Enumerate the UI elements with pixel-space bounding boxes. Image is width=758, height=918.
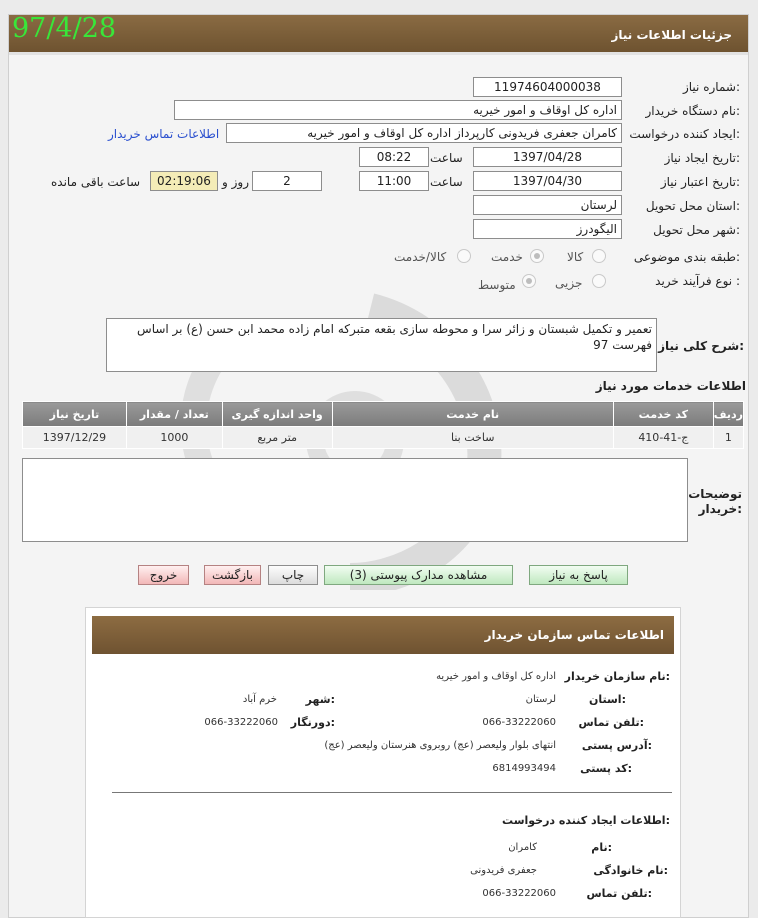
row-unit: متر مربع [222, 427, 332, 449]
col-unit-header: واحد اندازه گیری [222, 402, 332, 427]
process-medium-label: متوسط [478, 278, 516, 292]
contact-province-value: لرستان [525, 694, 556, 705]
city-label: شهر محل تحویل: [653, 223, 740, 237]
reply-button[interactable]: پاسخ به نیاز [529, 565, 628, 585]
validity-date-field: 1397/04/30 [473, 171, 622, 191]
created-time-field: 08:22 [359, 147, 429, 167]
creator-first-name-label: نام: [591, 841, 612, 854]
process-minor-radio[interactable] [592, 274, 606, 288]
page-title: جزئیات اطلاعات نیاز [611, 28, 732, 42]
remaining-time-field: 02:19:06 [150, 171, 218, 191]
services-table [22, 401, 744, 449]
contact-org-value: اداره کل اوقاف و امور خیریه [436, 671, 556, 682]
category-both-radio[interactable] [457, 249, 471, 263]
exit-button[interactable]: خروج [138, 565, 189, 585]
contact-postal-label: کد پستی: [580, 762, 632, 775]
col-row-header: ردیف [713, 402, 743, 427]
print-button[interactable]: چاپ [268, 565, 318, 585]
services-title: اطلاعات خدمات مورد نیاز [595, 379, 746, 393]
days-label: روز و [222, 175, 249, 189]
buyer-notes-label: توضیحات خریدار: [688, 487, 742, 516]
process-label: نوع فرآیند خرید : [655, 274, 740, 288]
row-qty: 1000 [126, 427, 222, 449]
contact-address-value: انتهای بلوار ولیعصر (عج) روبروی هنرستان ولیعصر (عج) [324, 740, 556, 751]
attachments-button[interactable]: مشاهده مدارک پیوستی (3) [324, 565, 513, 585]
description-field: تعمیر و تکمیل شبستان و زائر سرا و محوطه سازی بقعه متبرکه امام زاده محمد ابن حسن (ع) بر اساس فهرست 97 [106, 318, 657, 372]
contact-phone-value: 066-33222060 [482, 717, 556, 728]
province-field: لرستان [473, 195, 622, 215]
buyer-contact-card [85, 607, 681, 918]
contact-postal-value: 6814993494 [492, 763, 556, 774]
contact-card-header [92, 616, 674, 654]
category-service-radio[interactable] [530, 249, 544, 263]
description-label: شرح کلی نیاز: [658, 339, 744, 353]
created-time-label: ساعت [430, 151, 463, 165]
header-bar [9, 15, 748, 55]
table-row [23, 427, 744, 449]
buyer-org-field: اداره کل اوقاف و امور خیریه [174, 100, 622, 120]
validity-date-label: تاریخ اعتبار نیاز: [660, 175, 740, 189]
creator-phone-label: تلفن تماس: [586, 887, 652, 900]
creator-field: کامران جعفری فریدونی کارپرداز اداره کل اوقاف و امور خیریه [226, 123, 622, 143]
contact-card-title: اطلاعات تماس سازمان خریدار [484, 628, 664, 642]
validity-time-field: 11:00 [359, 171, 429, 191]
date-stamp: 97/4/28 [12, 13, 117, 44]
created-date-field: 1397/04/28 [473, 147, 622, 167]
remaining-label: ساعت باقی مانده [51, 175, 141, 189]
creator-phone-value: 066-33222060 [482, 888, 556, 899]
creator-last-name-value: جعفری فریدونی [470, 865, 537, 876]
creator-last-name-label: نام خانوادگی: [593, 864, 668, 877]
col-date-header: تاریخ نیاز [23, 402, 127, 427]
need-number-label: شماره نیاز: [682, 80, 740, 94]
creator-label: ایجاد کننده درخواست: [629, 127, 740, 141]
category-service-label: خدمت [491, 250, 523, 264]
process-medium-radio[interactable] [522, 274, 536, 288]
buyer-notes-field [22, 458, 688, 542]
contact-city-value: خرم آباد [242, 694, 277, 705]
buyer-org-label: نام دستگاه خریدار: [645, 104, 740, 118]
row-date: 1397/12/29 [23, 427, 127, 449]
created-date-label: تاریخ ایجاد نیاز: [664, 151, 740, 165]
contact-divider [112, 792, 672, 793]
category-goods-radio[interactable] [592, 249, 606, 263]
buyer-contact-link[interactable]: اطلاعات تماس خریدار [108, 127, 220, 141]
province-label: استان محل تحویل: [645, 199, 740, 213]
creator-info-title: اطلاعات ایجاد کننده درخواست: [502, 814, 670, 827]
col-qty-header: تعداد / مقدار [126, 402, 222, 427]
contact-province-label: استان: [588, 693, 626, 706]
contact-fax-value: 066-33222060 [204, 717, 278, 728]
col-code-header: کد خدمت [613, 402, 713, 427]
city-field: الیگودرز [473, 219, 622, 239]
creator-first-name-value: کامران [508, 842, 537, 853]
row-index: 1 [713, 427, 743, 449]
contact-city-label: شهر: [305, 693, 335, 706]
back-button[interactable]: بازگشت [204, 565, 261, 585]
validity-time-label: ساعت [430, 175, 463, 189]
contact-phone-label: تلفن تماس: [578, 716, 644, 729]
category-both-label: کالا/خدمت [394, 250, 447, 264]
contact-address-label: آدرس پستی: [581, 739, 652, 752]
contact-org-label: نام سازمان خریدار: [564, 670, 670, 683]
contact-fax-label: دورنگار: [290, 716, 335, 729]
row-code: ج-41-410 [613, 427, 713, 449]
process-minor-label: جزیی [555, 276, 583, 290]
row-name: ساخت بنا [332, 427, 613, 449]
col-name-header: نام خدمت [332, 402, 613, 427]
days-remaining-field: 2 [252, 171, 322, 191]
category-label: طبقه بندی موضوعی: [633, 250, 740, 264]
need-number-field: 1197460400003‌8 [473, 77, 622, 97]
category-goods-label: کالا [567, 250, 584, 264]
